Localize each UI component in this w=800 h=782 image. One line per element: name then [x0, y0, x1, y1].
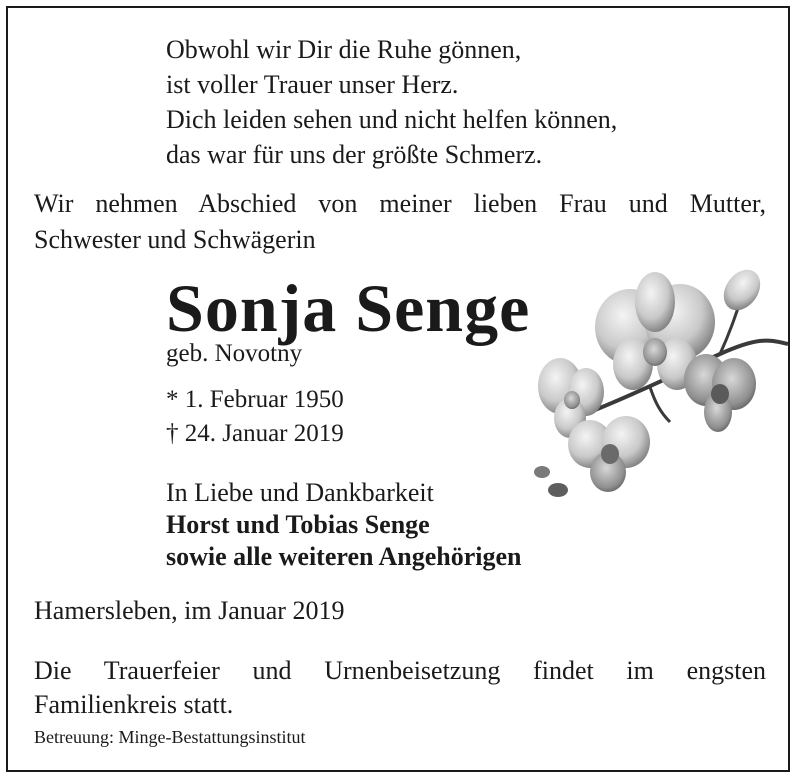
ceremony-note-line-2: Familienkreis statt. [34, 690, 234, 719]
poem [166, 32, 617, 172]
maiden-name: geb. Novotny [166, 340, 303, 367]
thanks-line: In Liebe und Dankbarkeit [166, 478, 434, 507]
farewell-intro-line-1: Wir nehmen Abschied von meiner lieben Frau und Mutter, [34, 189, 766, 218]
poem-line-1: Obwohl wir Dir die Ruhe gönnen, [166, 35, 522, 64]
death-date: † 24. Januar 2019 [166, 420, 344, 447]
deceased-name: Sonja Senge [166, 270, 531, 346]
poem-line-3: Dich leiden sehen und nicht helfen können, [166, 105, 618, 134]
place-date: Hamersleben, im Januar 2019 [34, 596, 345, 625]
other-relatives: sowie alle weiteren Angehörigen [166, 542, 522, 571]
poem-line-2: ist voller Trauer unser Herz. [166, 70, 459, 99]
ceremony-note [34, 654, 766, 722]
birth-date: * 1. Februar 1950 [166, 386, 344, 413]
poem-line-4: das war für uns der größte Schmerz. [166, 140, 543, 169]
funeral-home-credit: Betreuung: Minge-Bestattungsinstitut [34, 727, 306, 747]
mourner-names: Horst und Tobias Senge [166, 510, 430, 539]
farewell-intro [34, 186, 766, 258]
farewell-intro-line-2: Schwester und Schwägerin [34, 225, 316, 254]
orchid-flower-image [530, 262, 792, 502]
ceremony-note-line-1: Die Trauerfeier und Urnenbeisetzung findet im engsten [34, 656, 766, 685]
